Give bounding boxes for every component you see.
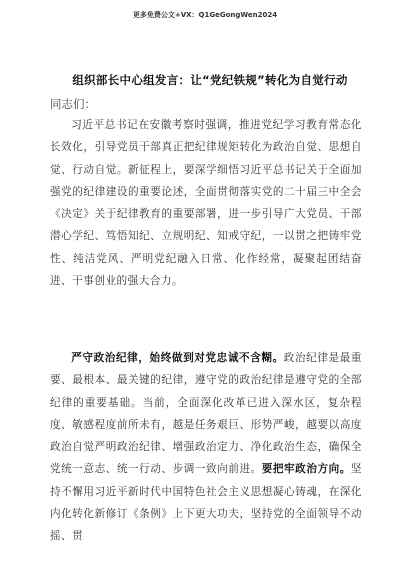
salutation: 同志们：	[50, 97, 96, 111]
paragraph-2-lead-2: 要把牢政治方向。	[261, 463, 351, 476]
paragraph-2-text-b: 坚持不懈用习近平新时代中国特色社会主义思想凝心铸魂，在深化内化转化新修订《条例》上下更大功夫，坚持党的全面领导不动摇、贯	[50, 463, 363, 543]
paragraph-2-text-a: 政治纪律是最重要、最根本、最关键的纪律，遵守党的政治纪律是遵守党的全部纪律的重要基础。当前，全面深化改革已进入深水区，复杂程度、敏感程度前所未有，越是任务艰巨、形势严峻，越要以高度政治自觉严明政治纪律、增强政治定力、净化政治生态，确保全党统一意志、统一行动、步调一致向前进。	[50, 352, 363, 476]
paragraph-2-lead: 严守政治纪律，始终做到对党忠诚不含糊。	[71, 352, 284, 364]
paragraph-2	[50, 347, 362, 548]
header-note: 更多免费公文+VX：Q1GeGongWen2024	[132, 11, 278, 19]
paragraph-1: 习近平总书记在安徽考察时强调，推进党纪学习教育常态化长效化，引导党员干部真正把纪律规矩转化为政治自觉、思想自觉、行动自觉。新征程上，要深学细悟习近平总书记关于全面加强党的纪律建设的重要论述，全面贯彻落实党的二十届三中全会《决定》关于纪律教育的重要部署，进一步引导广大党员、干部潜心学纪、笃悟知纪、立规明纪、知戒守纪，一以贯之把铸牢党性、纯洁党风、严明党纪融入日常、化作经常，凝聚起团结奋进、干事创业的强大合力。	[50, 119, 362, 288]
document-title: 组织部长中心组发言：让“党纪铁规”转化为自觉行动	[72, 73, 348, 87]
